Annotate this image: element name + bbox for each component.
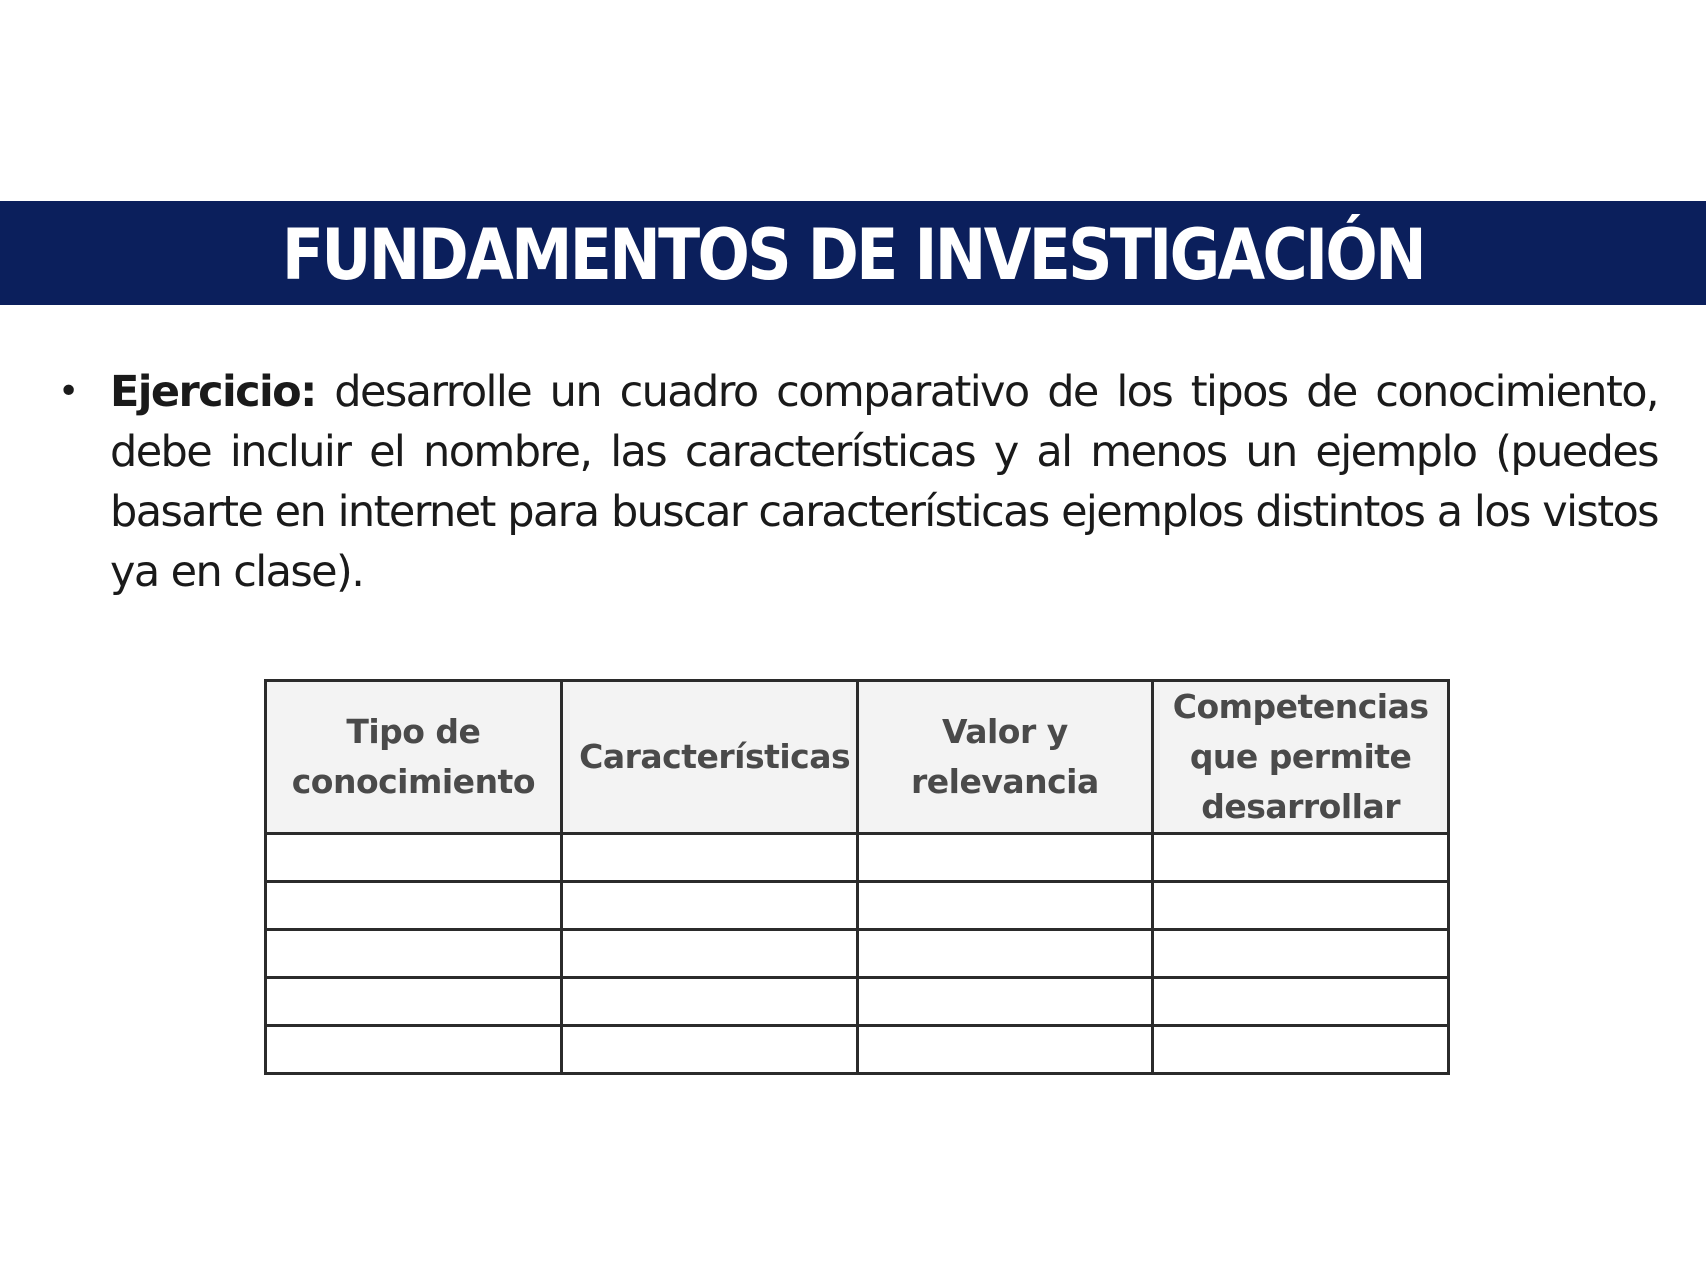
table-cell (561, 882, 857, 930)
table-cell (857, 930, 1153, 978)
page-title: FUNDAMENTOS DE INVESTIGACIÓN (281, 214, 1425, 296)
table-cell (857, 882, 1153, 930)
table-row (266, 978, 1449, 1026)
exercise-label: Ejercicio: (110, 367, 316, 417)
exercise-bullet (58, 362, 1658, 602)
table-cell (561, 930, 857, 978)
comparison-table-container (264, 679, 1450, 1075)
table-cell (857, 834, 1153, 882)
table-cell (1153, 930, 1449, 978)
comparison-table (264, 679, 1450, 1075)
table-cell (1153, 882, 1449, 930)
header-valor-y-relevancia: Valor y relevancia (857, 681, 1153, 834)
title-banner (0, 201, 1706, 305)
table-row (266, 834, 1449, 882)
header-tipo-de-conocimiento: Tipo de conocimiento (266, 681, 562, 834)
table-cell (1153, 1026, 1449, 1074)
table-cell (561, 978, 857, 1026)
table-cell (561, 834, 857, 882)
table-row (266, 930, 1449, 978)
bullet-icon: • (58, 371, 78, 412)
header-competencias: Competencias que permite desarrollar (1153, 681, 1449, 834)
table-row (266, 882, 1449, 930)
table-row (266, 1026, 1449, 1074)
table-header-row (266, 681, 1449, 834)
table-cell (1153, 834, 1449, 882)
header-caracteristicas: Características (561, 681, 857, 834)
table-cell (266, 1026, 562, 1074)
table-cell (857, 1026, 1153, 1074)
table-cell (266, 930, 562, 978)
table-cell (1153, 978, 1449, 1026)
table-cell (266, 882, 562, 930)
table-cell (266, 834, 562, 882)
content-area (58, 362, 1658, 602)
table-cell (561, 1026, 857, 1074)
table-cell (857, 978, 1153, 1026)
exercise-instructions: desarrolle un cuadro comparativo de los tipos de conocimiento, debe incluir el nombre, las características y al menos un ejemplo (puedes basarte en internet para buscar características ejemplos distintos a los vistos ya en clase). (110, 367, 1658, 597)
table-cell (266, 978, 562, 1026)
